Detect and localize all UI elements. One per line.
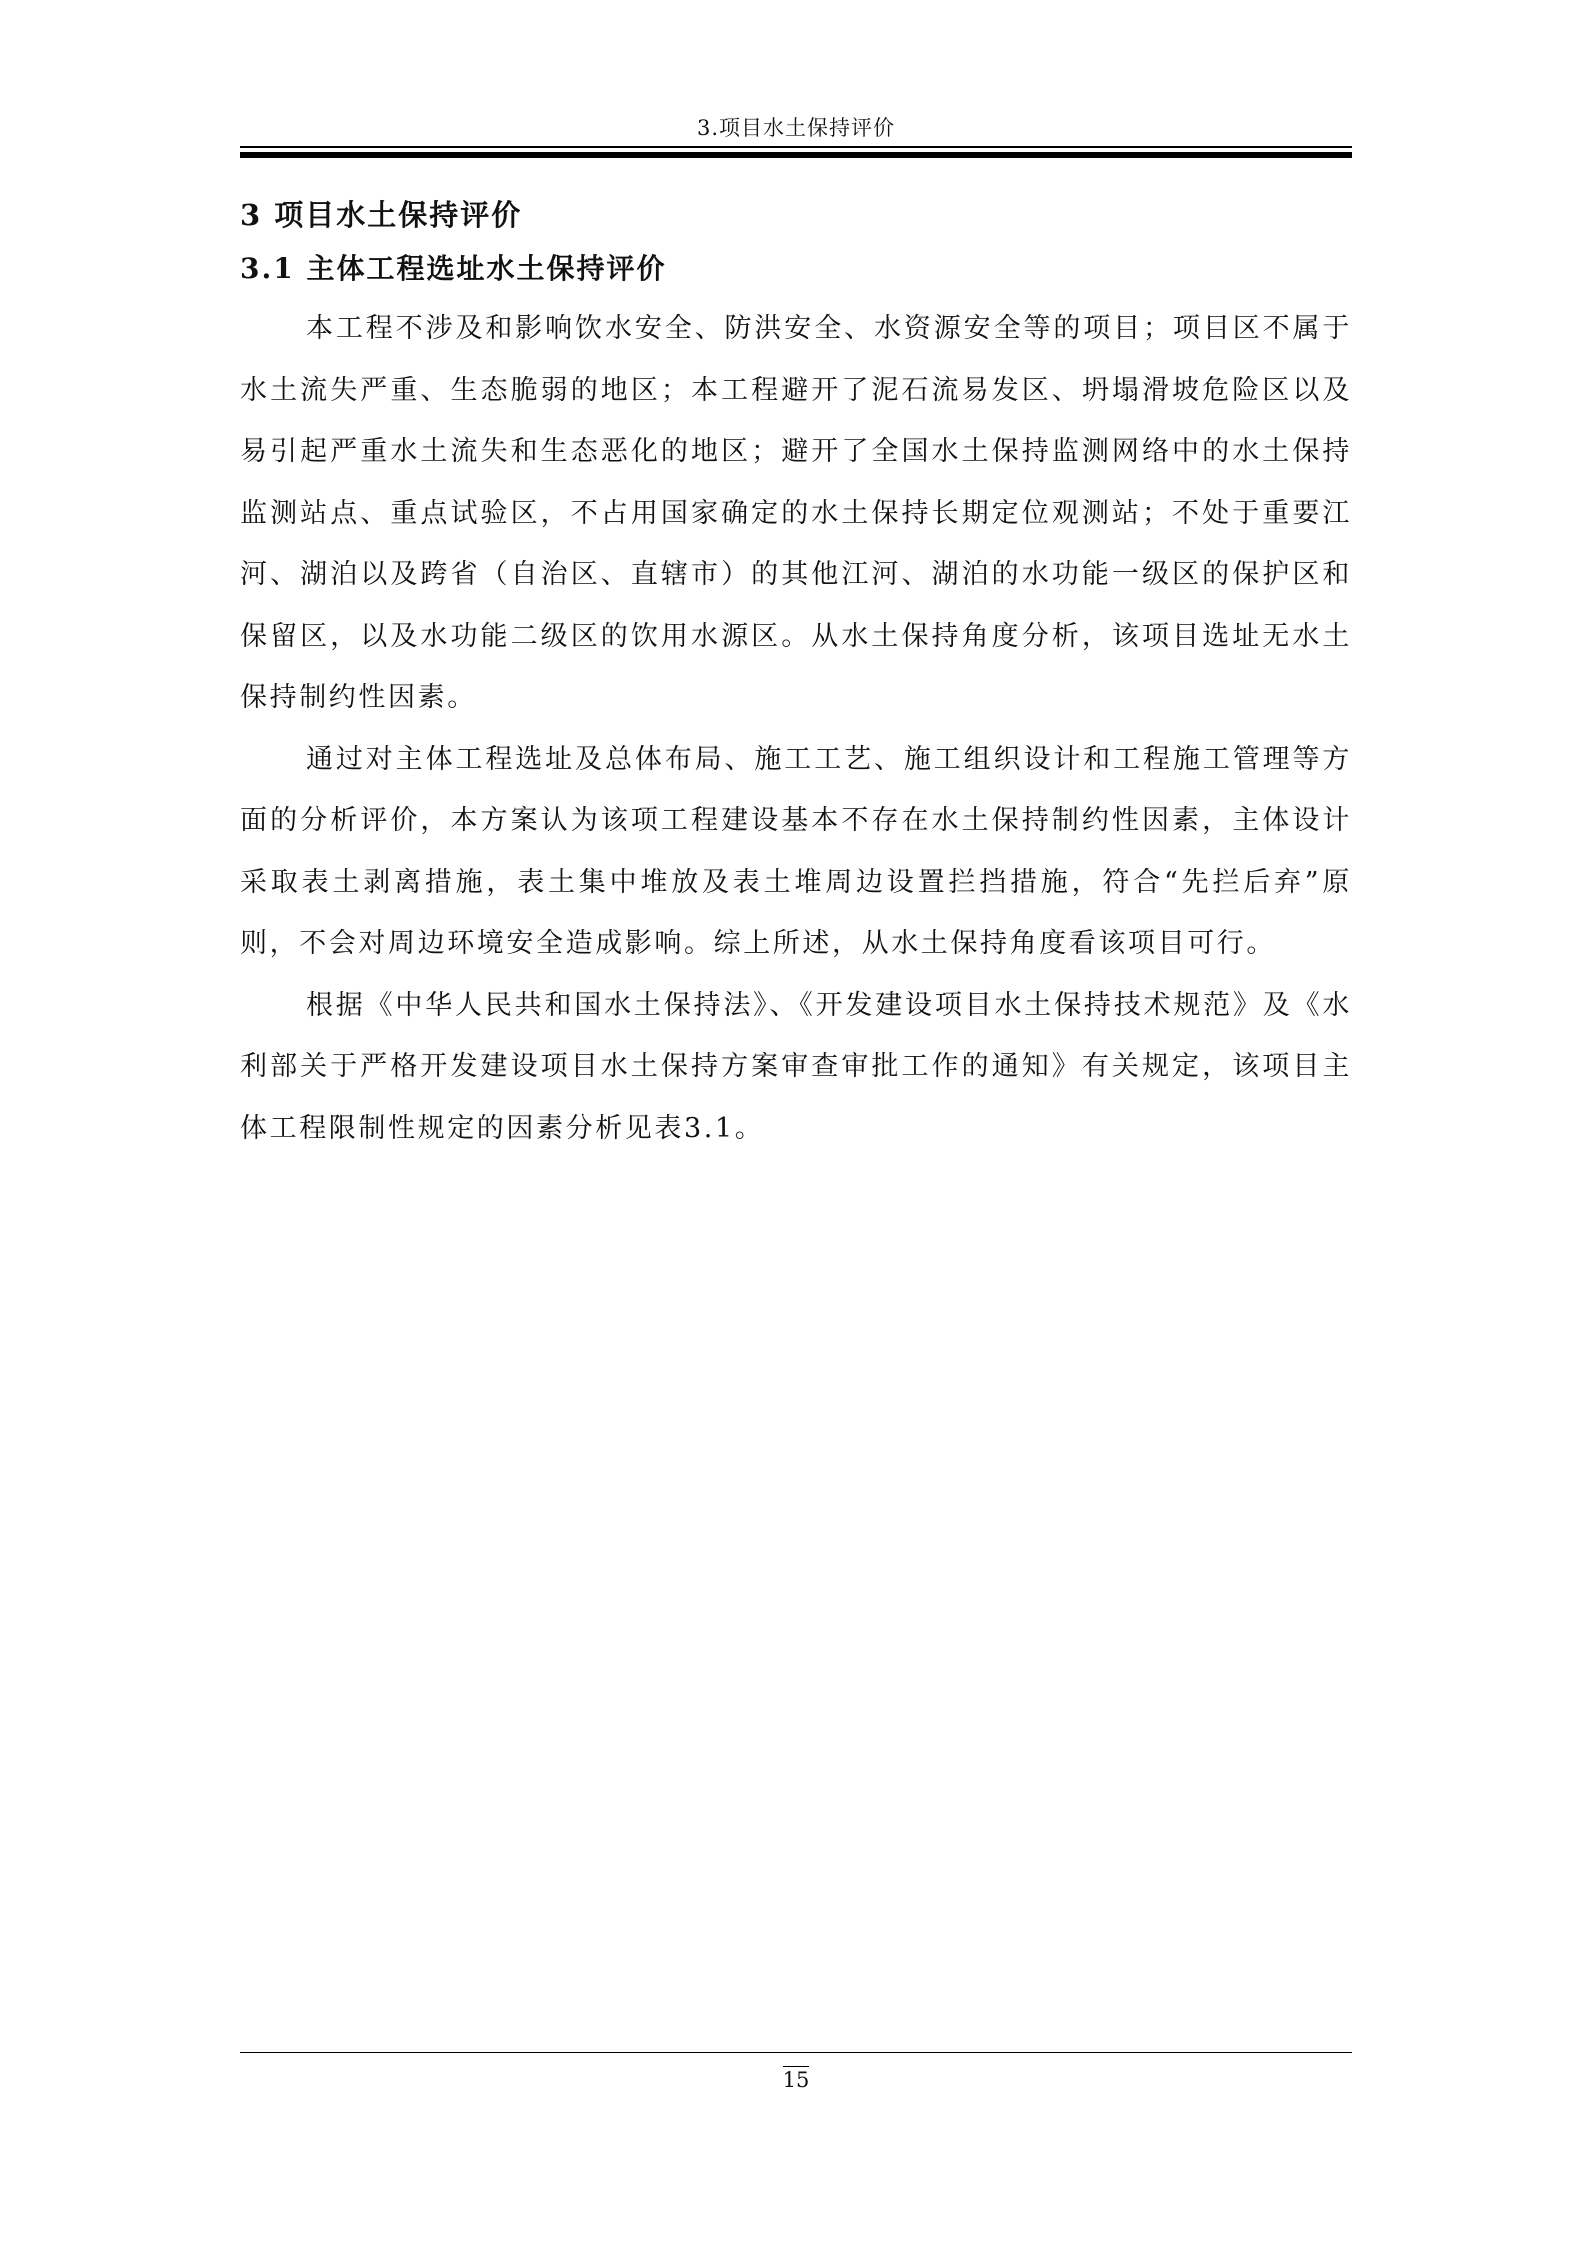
running-header: 3.项目水土保持评价 bbox=[696, 116, 896, 140]
section-title: 3.1 主体工程选址水土保持评价 bbox=[240, 252, 667, 285]
footer-rule bbox=[240, 2052, 1352, 2053]
page-number-text: 15 bbox=[782, 2068, 810, 2092]
chapter-title: 3 项目水土保持评价 bbox=[240, 198, 523, 232]
paragraph-analysis-evaluation: 通过对主体工程选址及总体布局、施工工艺、施工组织设计和工程施工管理等方面的分析评价，本方案认为该项工程建设基本不存在水土保持制约性因素，主体设计采取表土剥离措施，表土集中堆放及表土堆周边设置拦挡措施，符合“先拦后弃”原则，不会对周边环境安全造成影响。综上所述，从水土保持角度看该项目可行。 bbox=[240, 743, 1352, 959]
page-number bbox=[240, 2066, 1352, 2092]
paragraph-site-selection: 本工程不涉及和影响饮水安全、防洪安全、水资源安全等的项目；项目区不属于水土流失严重、生态脆弱的地区；本工程避开了泥石流易发区、坍塌滑坡危险区以及易引起严重水土流失和生态恶化的地区；避开了全国水土保持监测网络中的水土保持监测站点、重点试验区，不占用国家确定的水土保持长期定位观测站；不处于重要江河、湖泊以及跨省（自治区、直辖市）的其他江河、湖泊的水功能一级区的保护区和保留区，以及水功能二级区的饮用水源区。从水土保持角度分析，该项目选址无水土保持制约性因素。 bbox=[240, 313, 1352, 713]
page-body bbox=[240, 190, 1352, 1159]
paragraph-regulations: 根据《中华人民共和国水土保持法》、《开发建设项目水土保持技术规范》及《水利部关于严格开发建设项目水土保持方案审查审批工作的通知》有关规定，该项目主体工程限制性规定的因素分析见表3.1。 bbox=[240, 989, 1352, 1144]
header-rule-thick bbox=[240, 152, 1352, 158]
header-rule-thin bbox=[240, 146, 1352, 148]
